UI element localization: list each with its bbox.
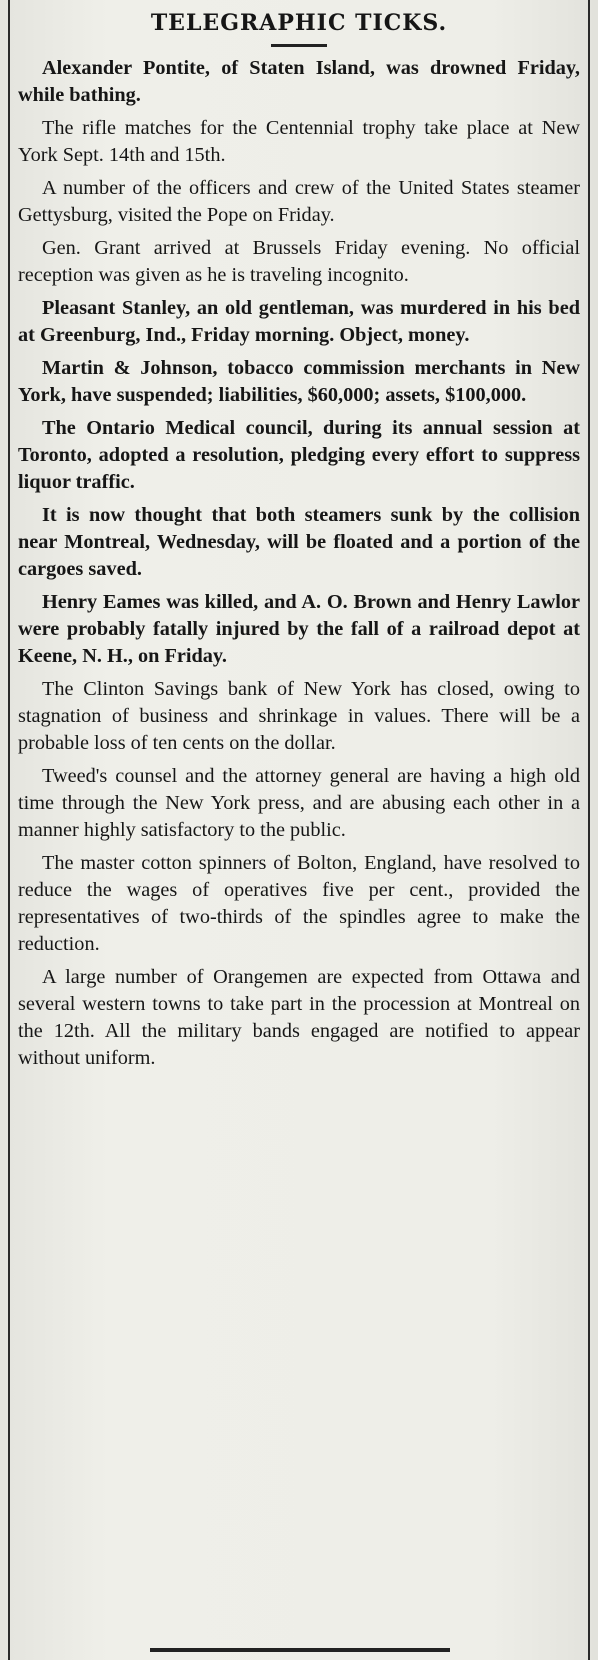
news-item-4: Gen. Grant arrived at Brussels Friday evening. No official reception was given as he is traveling incognito. <box>18 237 580 286</box>
news-item-13: A large number of Orangemen are expected from Ottawa and several western towns to take part in the procession at Montreal on the 12th. All the military bands engaged are notified to appear without uniform. <box>18 966 580 1069</box>
news-column <box>18 0 580 1072</box>
news-item-12: The master cotton spinners of Bolton, England, have resolved to reduce the wages of operatives five per cent., provided the representatives of two-thirds of the spindles agree to make the reduction. <box>18 852 580 955</box>
news-item-7: The Ontario Medical council, during its annual session at Toronto, adopted a resolution, pledging every effort to suppress liquor traffic. <box>18 417 580 493</box>
news-item-3: A number of the officers and crew of the United States steamer Gettysburg, visited the Pope on Friday. <box>18 177 580 226</box>
news-item-5: Pleasant Stanley, an old gentleman, was murdered in his bed at Greenburg, Ind., Friday morning. Object, money. <box>18 297 580 346</box>
right-column-rule <box>588 0 590 1660</box>
news-item-1: Alexander Pontite, of Staten Island, was drowned Friday, while bathing. <box>18 57 580 106</box>
news-item-6: Martin & Johnson, tobacco commission merchants in New York, have suspended; liabilities, $60,000; assets, $100,000. <box>18 357 580 406</box>
news-item-10: The Clinton Savings bank of New York has closed, owing to stagnation of business and shrinkage in values. There will be a probable loss of ten cents on the dollar. <box>18 678 580 754</box>
news-item-2: The rifle matches for the Centennial trophy take place at New York Sept. 14th and 15th. <box>18 117 580 166</box>
news-item-8: It is now thought that both steamers sunk by the collision near Montreal, Wednesday, will be floated and a portion of the cargoes saved. <box>18 504 580 580</box>
items-list <box>18 55 580 1072</box>
left-column-rule <box>8 0 10 1660</box>
title-rule <box>271 44 327 47</box>
headline: TELEGRAPHIC TICKS. <box>150 10 448 36</box>
bottom-rule <box>150 1648 450 1652</box>
news-item-9: Henry Eames was killed, and A. O. Brown and Henry Lawlor were probably fatally injured by the fall of a railroad depot at Keene, N. H., on Friday. <box>18 591 580 667</box>
news-item-11: Tweed's counsel and the attorney general are having a high old time through the New York press, and are abusing each other in a manner highly satisfactory to the public. <box>18 765 580 841</box>
